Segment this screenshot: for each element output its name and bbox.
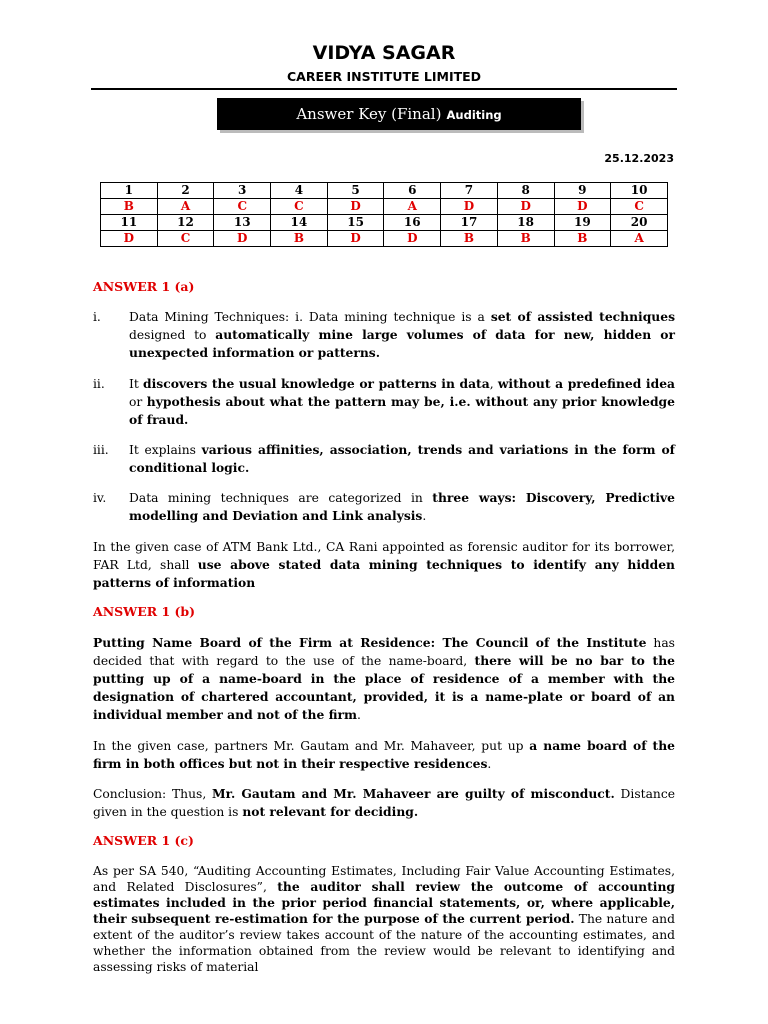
answer-key-number: 4	[271, 183, 328, 199]
answer-key-answer: C	[157, 231, 214, 247]
banner-subject: Auditing	[446, 108, 502, 122]
answer-key-number: 19	[554, 215, 611, 231]
answer-key-answer: A	[384, 199, 441, 215]
answer-1b-paragraph: Putting Name Board of the Firm at Residence: The Council of the Institute has decided that with regard to the use of the name-board, there will be no bar to the putting up of a name-board in the place of residence of a member with the designation of chartered accountant, provided, it is a name-plate or board of an individual member and not of the firm.	[93, 635, 675, 722]
header-divider	[91, 88, 677, 90]
answer-key-row-numbers-2	[101, 215, 668, 231]
answer-key-number: 11	[101, 215, 158, 231]
institute-subtitle: CAREER INSTITUTE LIMITED	[286, 69, 482, 84]
answer-key-answer: D	[327, 231, 384, 247]
answer-key-answer: C	[214, 199, 271, 215]
item-number: i.	[93, 310, 101, 324]
answer-key-number: 13	[214, 215, 271, 231]
answer-1c-heading: ANSWER 1 (c)	[93, 833, 194, 848]
institute-title: VIDYA SAGAR	[312, 42, 456, 64]
answer-key-answer: D	[101, 231, 158, 247]
answer-key-number: 17	[441, 215, 498, 231]
answer-key-answer: D	[554, 199, 611, 215]
answer-key-answer: D	[327, 199, 384, 215]
answer-key-number: 2	[157, 183, 214, 199]
answer-key-number: 9	[554, 183, 611, 199]
item-text: Data mining techniques are categorized in three ways: Discovery, Predictive modelling and Deviation and Link analysis.	[129, 490, 675, 523]
answer-1b-paragraph: In the given case, partners Mr. Gautam and Mr. Mahaveer, put up a name board of the firm in both offices but not in their respective residences.	[93, 738, 675, 771]
answer-key-number: 14	[271, 215, 328, 231]
answer-key-number: 7	[441, 183, 498, 199]
answer-key-number: 5	[327, 183, 384, 199]
answer-key-answer: B	[497, 231, 554, 247]
banner-title: Answer Key (Final)	[296, 105, 442, 123]
answer-key-banner	[217, 98, 581, 130]
answer-key-answer: B	[271, 231, 328, 247]
document-date: 25.12.2023	[604, 152, 674, 165]
answer-key-answer: D	[441, 199, 498, 215]
answer-key-answer: C	[611, 199, 668, 215]
answer-key-number: 1	[101, 183, 158, 199]
item-text: Data Mining Techniques: i. Data mining technique is a set of assisted techniques designed to automatically mine large volumes of data for new, hidden or unexpected information or patterns.	[129, 309, 675, 360]
item-text: It explains various affinities, association, trends and variations in the form of conditional logic.	[129, 442, 675, 475]
item-number: iii.	[93, 443, 109, 457]
answer-key-answer: B	[441, 231, 498, 247]
item-number: iv.	[93, 491, 107, 505]
answer-1b-paragraph: Conclusion: Thus, Mr. Gautam and Mr. Mahaveer are guilty of misconduct. Distance given in the question is not relevant for deciding.	[93, 786, 676, 819]
answer-key-number: 20	[611, 215, 668, 231]
answer-key-table	[100, 182, 668, 247]
answer-key-answer: B	[101, 199, 158, 215]
answer-1b-heading: ANSWER 1 (b)	[93, 604, 196, 619]
answer-key-answer: D	[214, 231, 271, 247]
answer-key-answer: B	[554, 231, 611, 247]
answer-key-row-answers-2	[101, 231, 668, 247]
answer-key-number: 6	[384, 183, 441, 199]
answer-key-answer: D	[497, 199, 554, 215]
answer-key-number: 8	[497, 183, 554, 199]
answer-1a-heading: ANSWER 1 (a)	[93, 279, 195, 294]
answer-key-row-answers-1	[101, 199, 668, 215]
answer-key-number: 10	[611, 183, 668, 199]
answer-1c-paragraph: As per SA 540, “Auditing Accounting Estimates, Including Fair Value Accounting Estimates, and Related Disclosures”, the auditor shall review the outcome of accounting estimates included in the prior period financial statements, or, where applicable, their subsequent re-estimation for the purpose of the current period. The nature and extent of the auditor’s review takes account of the nature of the accounting estimates, and whether the information obtained from the review would be relevant to identifying and assessing risks of material	[93, 864, 675, 974]
answer-key-number: 16	[384, 215, 441, 231]
answer-key-number: 3	[214, 183, 271, 199]
answer-key-answer: C	[271, 199, 328, 215]
answer-key-number: 12	[157, 215, 214, 231]
answer-key-answer: A	[157, 199, 214, 215]
answer-key-number: 15	[327, 215, 384, 231]
answer-key-answer: A	[611, 231, 668, 247]
answer-key-row-numbers-1	[101, 183, 668, 199]
answer-key-number: 18	[497, 215, 554, 231]
item-text: It discovers the usual knowledge or patterns in data, without a predefined idea or hypothesis about what the pattern may be, i.e. without any prior knowledge of fraud.	[129, 376, 675, 427]
item-number: ii.	[93, 377, 105, 391]
answer-key-answer: D	[384, 231, 441, 247]
answer-1a-conclusion: In the given case of ATM Bank Ltd., CA Rani appointed as forensic auditor for its borrower, FAR Ltd, shall use above stated data mining techniques to identify any hidden patterns of information	[93, 540, 675, 590]
